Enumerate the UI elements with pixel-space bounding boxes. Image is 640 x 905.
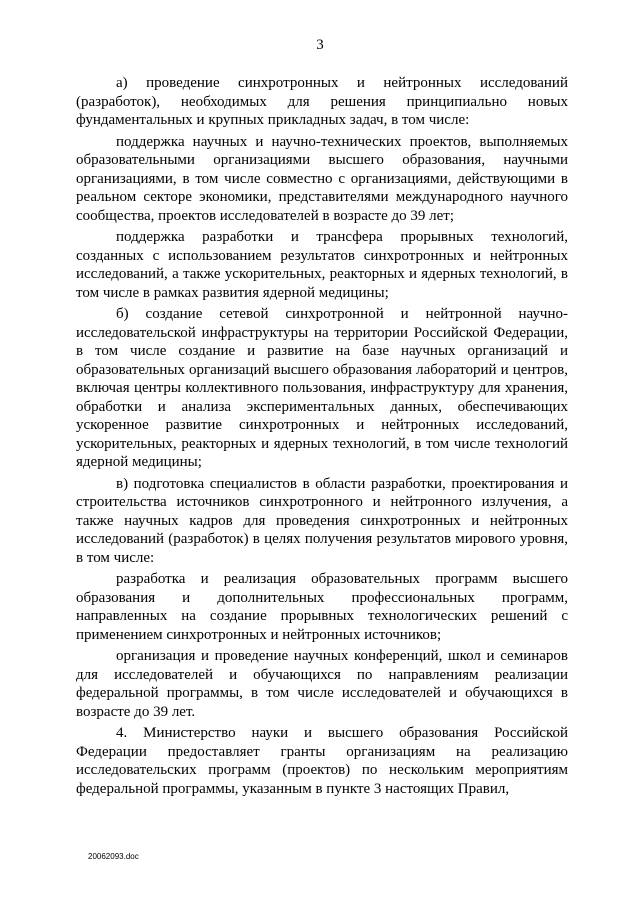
paragraph-a: а) проведение синхротронных и нейтронных исследований (разработок), необходимых для решения принципиально новых фундаментальных и крупных прикладных задач, в том числе: [76,75,568,128]
document-body [76,74,568,799]
paragraph-technology-transfer: поддержка разработки и трансфера прорывных технологий, созданных с использованием результатов синхротронных и нейтронных исследований, а также ускорительных, реакторных и ядерных технологий, в том числе в рамках развития ядерной медицины; [76,229,568,301]
paragraph-conferences: организация и проведение научных конференций, школ и семинаров для исследователей и обучающихся по направлениям реализации федеральной программы, в том числе исследователей и обучающихся в возрасте до 39 лет. [76,648,568,720]
file-name-footer: 20062093.doc [88,852,139,861]
paragraph-education-programs: разработка и реализация образовательных программ высшего образования и дополнительных профессиональных программ, направленных на создание прорывных технологических решений с применением синхротронных и нейтронных источников; [76,571,568,643]
page-number: 3 [316,37,324,53]
paragraph-b: б) создание сетевой синхротронной и нейтронной научно-исследовательской инфраструктуры на территории Российской Федерации, в том числе создание и развитие на базе научных организаций и образовательных организаций высшего образования лабораторий и центров, включая центры коллективного пользования, инфраструктуру для хранения, обработки и анализа экспериментальных данных, обеспечивающих ускоренное развитие синхротронных и нейтронных исследований, ускорительных, реакторных и ядерных технологий, в том числе технологий ядерной медицины; [76,306,568,470]
paragraph-project-support: поддержка научных и научно-технических проектов, выполняемых образовательными организациями высшего образования, научными организациями, в том числе совместно с организациями, действующими в реальном секторе экономики, представителями международного научного сообщества, проектов исследователей в возрасте до 39 лет; [76,133,568,224]
paragraph-c: в) подготовка специалистов в области разработки, проектирования и строительства источников синхротронного и нейтронного излучения, а также научных кадров для проведения синхротронных и нейтронных исследований (разработок) в целях получения результатов мирового уровня, в том числе: [76,475,568,566]
paragraph-4: 4. Министерство науки и высшего образования Российской Федерации предоставляет гранты организациям на реализацию исследовательских программ (проектов) по нескольким мероприятиям федеральной программы, указанным в пункте 3 настоящих Правил, [76,725,568,797]
